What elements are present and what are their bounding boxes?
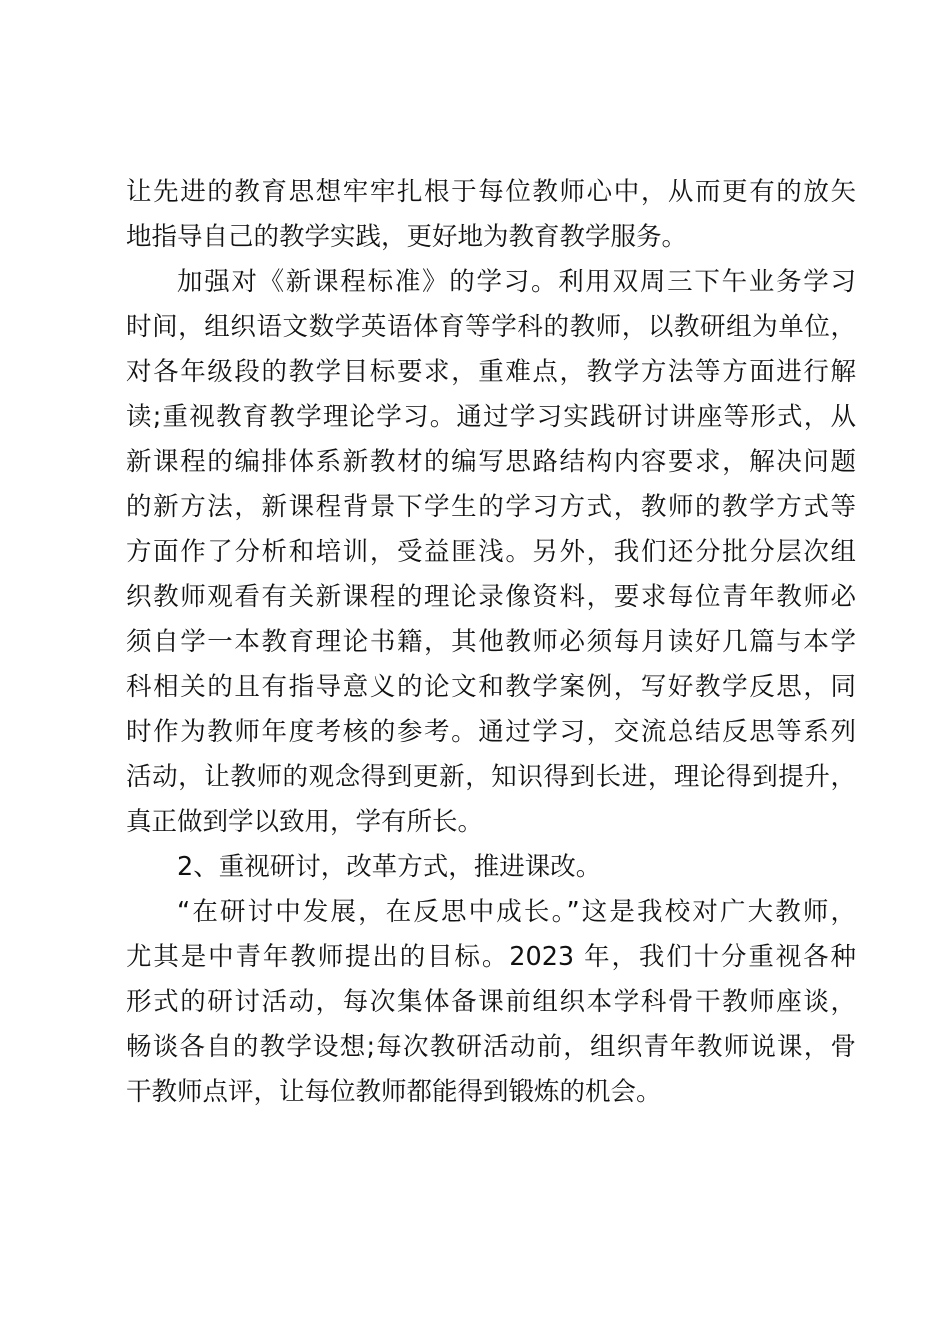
- text-line: 畅谈各自的教学设想;每次教研活动前，组织青年教师说课，骨: [126, 1032, 856, 1062]
- document-body: [126, 170, 856, 1115]
- text-line: 2、重视研讨，改革方式，推进课改。: [177, 852, 602, 882]
- paragraph: [126, 260, 856, 845]
- text-line: 的新方法，新课程背景下学生的学习方式，教师的教学方式等: [126, 492, 856, 522]
- text-line: 新课程的编排体系新教材的编写思路结构内容要求，解决问题: [126, 447, 856, 477]
- text-line: 加强对《新课程标准》的学习。利用双周三下午业务学习: [177, 267, 856, 297]
- text-line: 尤其是中青年教师提出的目标。2023 年，我们十分重视各种: [126, 942, 856, 972]
- section-heading: [126, 845, 856, 890]
- paragraph: [126, 890, 856, 1115]
- text-line: 干教师点评，让每位教师都能得到锻炼的机会。: [126, 1077, 662, 1107]
- text-line: 地指导自己的教学实践，更好地为教育教学服务。: [126, 222, 688, 252]
- text-line: 科相关的且有指导意义的论文和教学案例，写好教学反思，同: [126, 672, 856, 702]
- text-line: 须自学一本教育理论书籍，其他教师必须每月读好几篇与本学: [126, 627, 856, 657]
- text-line: 方面作了分析和培训，受益匪浅。另外，我们还分批分层次组: [126, 537, 856, 567]
- paragraph: [126, 170, 856, 260]
- text-line: 形式的研讨活动，每次集体备课前组织本学科骨干教师座谈，: [126, 987, 856, 1017]
- text-line: 让先进的教育思想牢牢扎根于每位教师心中，从而更有的放矢: [126, 177, 856, 207]
- text-line: 对各年级段的教学目标要求，重难点，教学方法等方面进行解: [126, 357, 856, 387]
- text-line: 读;重视教育教学理论学习。通过学习实践研讨讲座等形式，从: [126, 402, 856, 432]
- text-line: “在研讨中发展，在反思中成长。”这是我校对广大教师，: [177, 897, 856, 927]
- text-line: 活动，让教师的观念得到更新，知识得到长进，理论得到提升，: [126, 762, 856, 792]
- text-line: 真正做到学以致用，学有所长。: [126, 807, 484, 837]
- text-line: 时作为教师年度考核的参考。通过学习，交流总结反思等系列: [126, 717, 856, 747]
- text-line: 织教师观看有关新课程的理论录像资料，要求每位青年教师必: [126, 582, 856, 612]
- text-line: 时间，组织语文数学英语体育等学科的教师，以教研组为单位，: [126, 312, 856, 342]
